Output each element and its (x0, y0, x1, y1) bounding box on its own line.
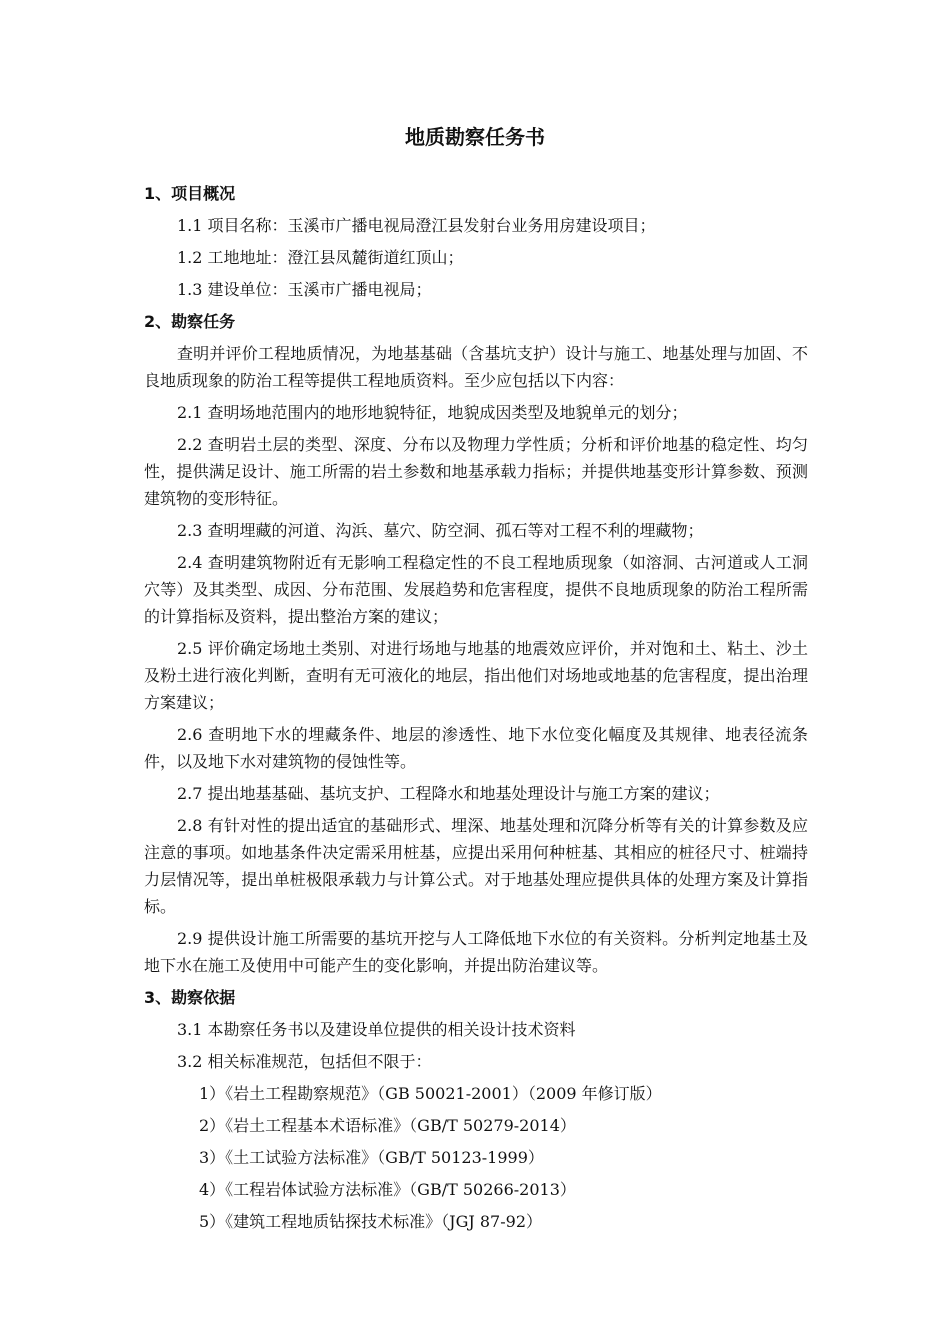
project-name: 1.1 项目名称：玉溪市广播电视局澄江县发射台业务用房建设项目； (177, 216, 656, 235)
task-item: 2.1 查明场地范围内的地形地貌特征，地貌成因类型及地貌单元的划分； (177, 403, 688, 422)
standard-reference: 1）《岩土工程勘察规范》（GB 50021-2001）（2009 年修订版） (199, 1084, 662, 1103)
task-item: 2.4 查明建筑物附近有无影响工程稳定性的不良工程地质现象（如溶洞、古河道或人工洞穴等）及其类型、成因、分布范围、发展趋势和危害程度，提供不良地质现象的防治工程所需的计算指标及资料，提出整治方案的建议； (144, 553, 808, 626)
basis-item: 3.2 相关标准规范，包括但不限于： (177, 1052, 432, 1071)
task-item: 2.2 查明岩土层的类型、深度、分布以及物理力学性质；分析和评价地基的稳定性、均匀性，提供满足设计、施工所需的岩土参数和地基承载力指标；并提供地基变形计算参数、预测建筑物的变形特征。 (144, 435, 808, 508)
section-heading-survey-tasks: 2、勘察任务 (144, 312, 236, 331)
task-item: 2.7 提出地基基础、基坑支护、工程降水和地基处理设计与施工方案的建议； (177, 784, 720, 803)
basis-item: 3.1 本勘察任务书以及建设单位提供的相关设计技术资料 (177, 1020, 576, 1039)
task-item: 2.5 评价确定场地土类别、对进行场地与地基的地震效应评价，并对饱和土、粘土、沙土及粉土进行液化判断，查明有无可液化的地层，指出他们对场地或地基的危害程度，提出治理方案建议； (144, 639, 808, 712)
document-body (144, 180, 808, 1240)
standard-reference: 5）《建筑工程地质钻探技术标准》（JGJ 87-92） (199, 1212, 543, 1231)
task-item: 2.8 有针对性的提出适宜的基础形式、埋深、地基处理和沉降分析等有关的计算参数及应注意的事项。如地基条件决定需采用桩基，应提出采用何种桩基、其相应的桩径尺寸、桩端持力层情况等，提出单桩极限承载力与计算公式。对于地基处理应提供具体的处理方案及计算指标。 (144, 816, 808, 916)
document-title: 地质勘察任务书 (405, 125, 545, 149)
task-item: 2.9 提供设计施工所需要的基坑开挖与人工降低地下水位的有关资料。分析判定地基土及地下水在施工及使用中可能产生的变化影响，并提出防治建议等。 (144, 929, 808, 975)
standard-reference: 2）《岩土工程基本术语标准》（GB/T 50279-2014） (199, 1116, 576, 1135)
standard-reference: 3）《土工试验方法标准》（GB/T 50123-1999） (199, 1148, 544, 1167)
survey-tasks-intro: 查明并评价工程地质情况，为地基基础（含基坑支护）设计与施工、地基处理与加固、不良地质现象的防治工程等提供工程地质资料。至少应包括以下内容： (144, 344, 808, 390)
site-address: 1.2 工地地址：澄江县凤麓街道红顶山； (177, 248, 464, 267)
standard-reference: 4）《工程岩体试验方法标准》（GB/T 50266-2013） (199, 1180, 576, 1199)
task-item: 2.3 查明埋藏的河道、沟浜、墓穴、防空洞、孤石等对工程不利的埋藏物； (177, 521, 704, 540)
section-heading-survey-basis: 3、勘察依据 (144, 988, 236, 1007)
task-item: 2.6 查明地下水的埋藏条件、地层的渗透性、地下水位变化幅度及其规律、地表径流条件，以及地下水对建筑物的侵蚀性等。 (144, 725, 808, 771)
construction-unit: 1.3 建设单位：玉溪市广播电视局； (177, 280, 432, 299)
section-heading-project-overview: 1、项目概况 (144, 184, 236, 203)
